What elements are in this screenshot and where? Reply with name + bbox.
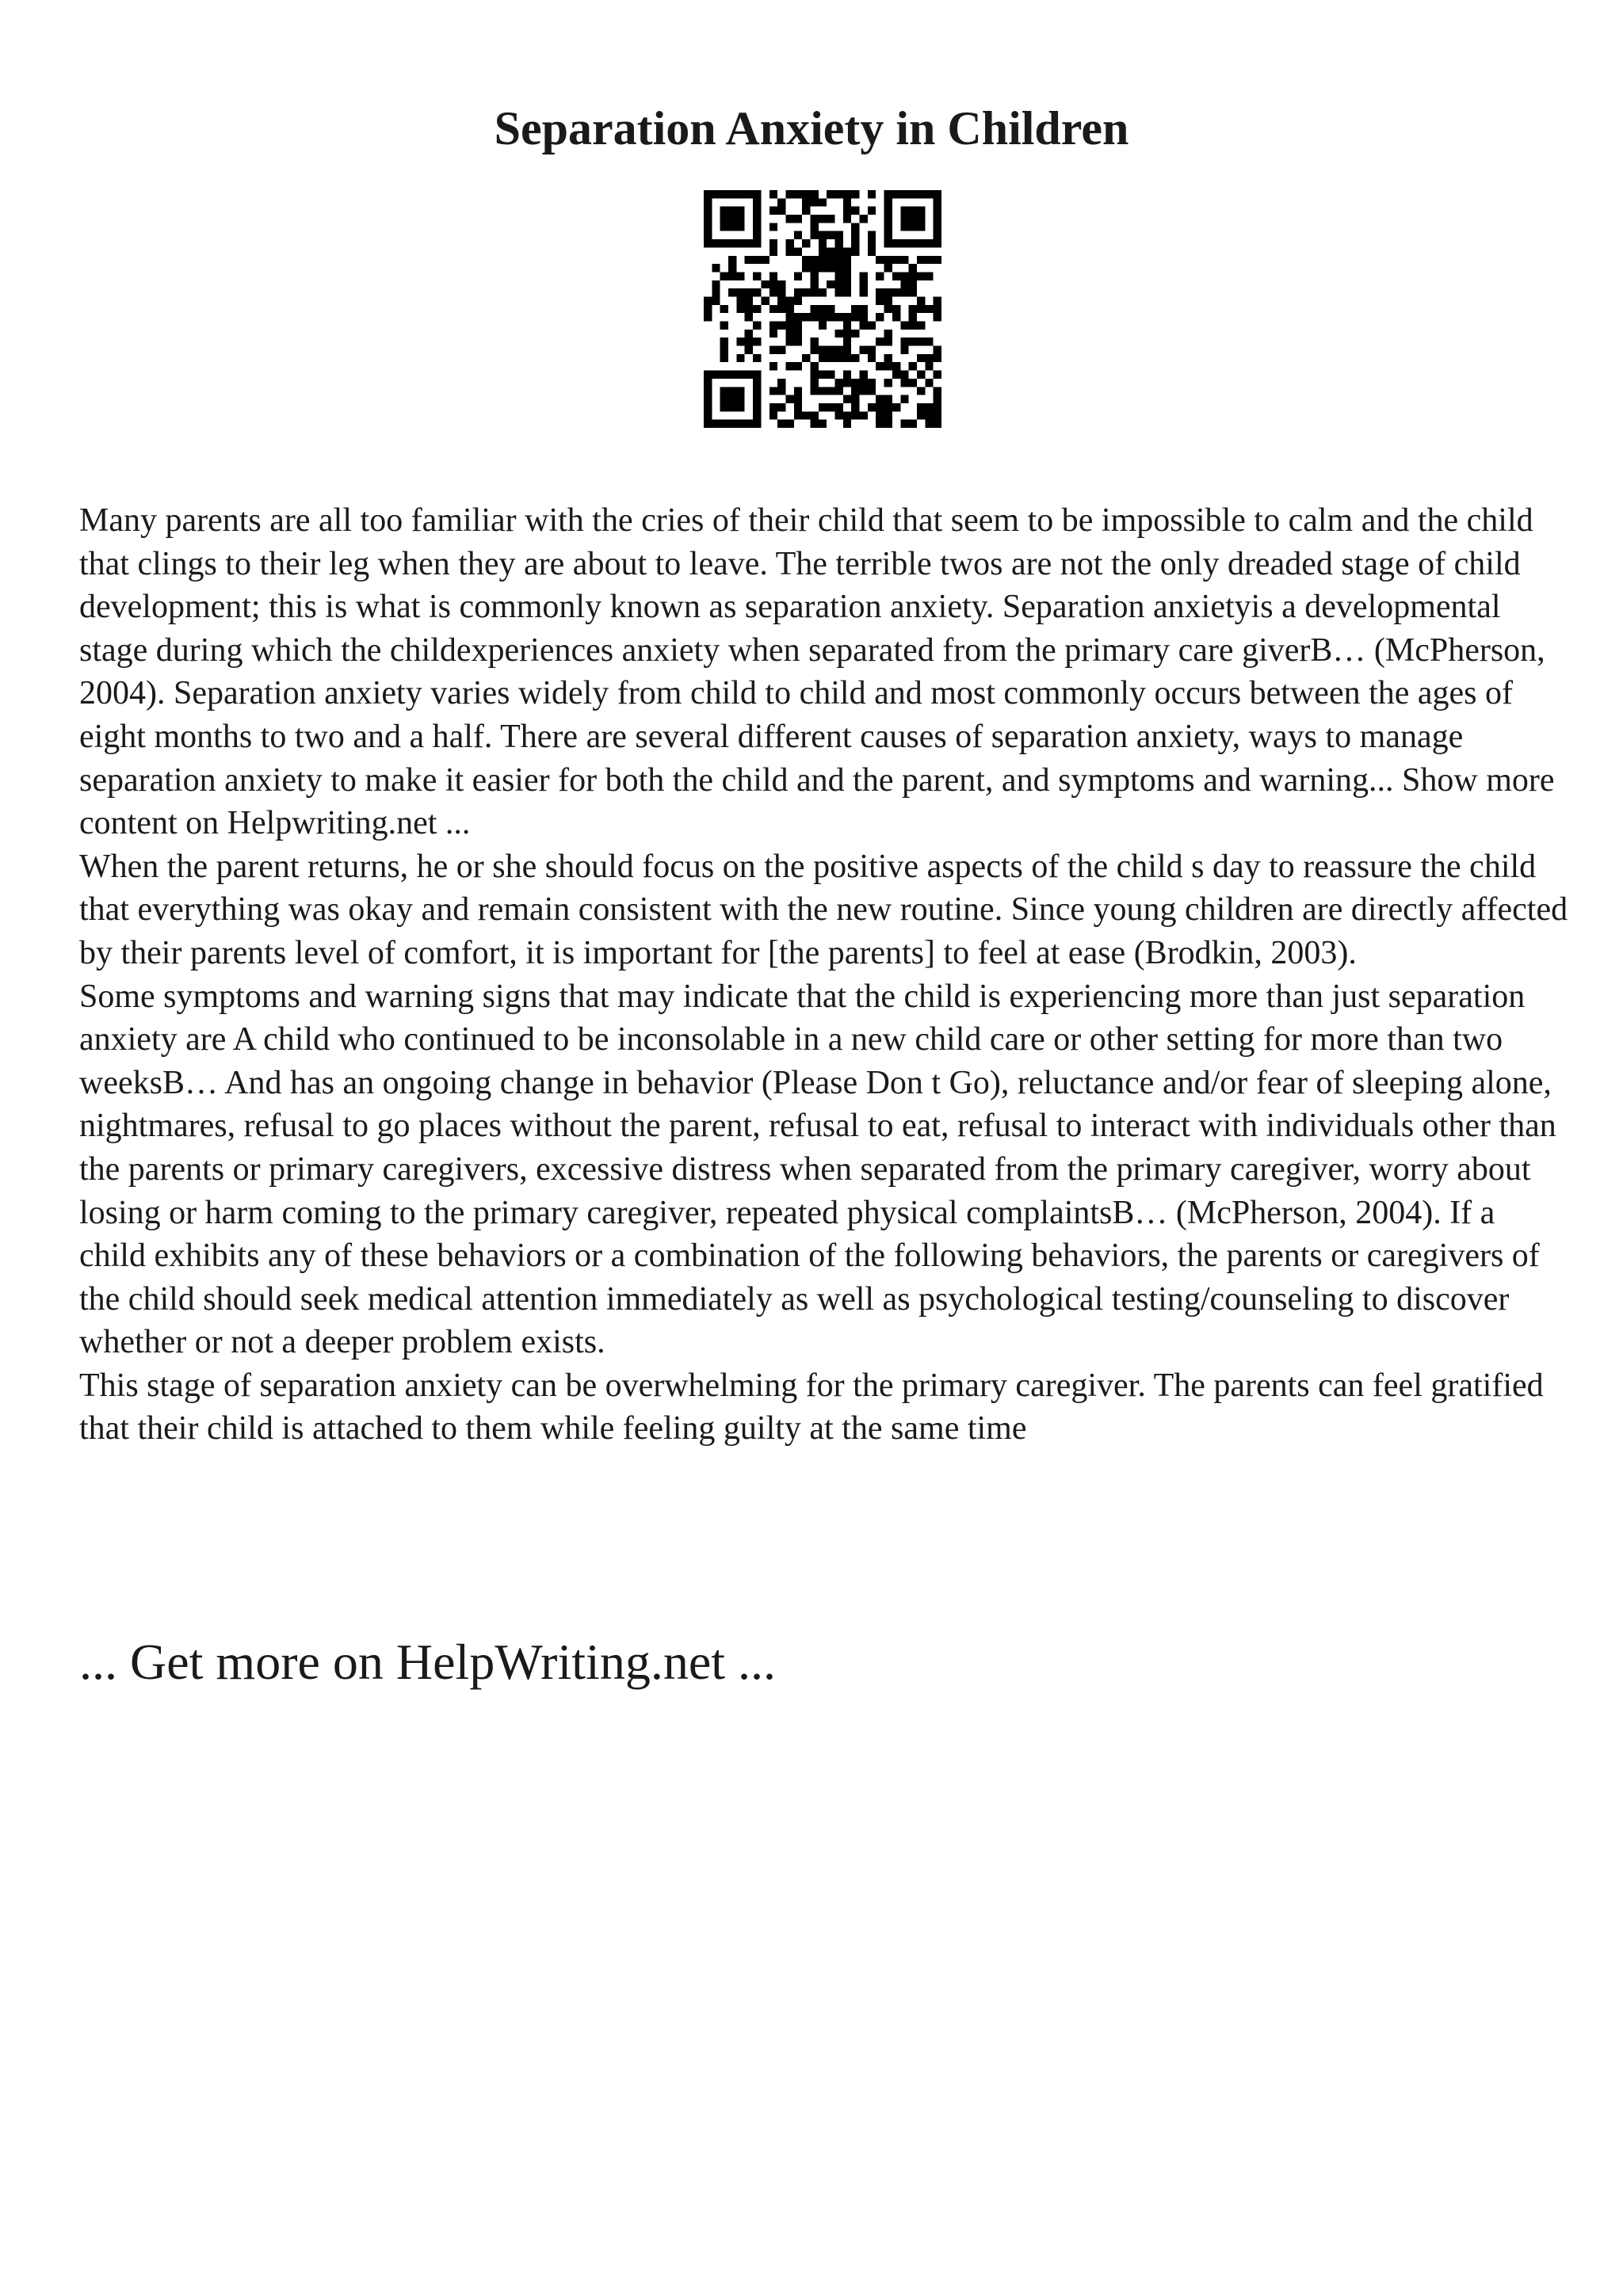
get-more-link[interactable]: ... Get more on HelpWriting.net ... — [79, 1634, 776, 1690]
paragraph-caregiver: This stage of separation anxiety can be overwhelming for the primary caregiver. The parents can feel gratified that their child is attached to them while feeling guilty at the same time — [79, 1367, 1544, 1447]
qr-code-icon[interactable] — [704, 190, 941, 428]
document-body — [79, 499, 1569, 1451]
document-title: Separation Anxiety in Children — [494, 102, 1129, 154]
paragraph-warning-signs: Some symptoms and warning signs that may indicate that the child is experiencing more than just separation anxiety are A child who continued to be inconsolable in a new child care or other setting for more than two weeksB… And has an ongoing change in behavior (Please Don t Go), reluctance and/or fear of sleeping alone, nightmares, refusal to go places without the parent, refusal to eat, refusal to interact with individuals other than the parents or primary caregivers, excessive distress when separated from the primary caregiver, worry about losing or harm coming to the primary caregiver, repeated physical complaintsB… (McPherson, 2004). If a child exhibits any of these behaviors or a combination of the following behaviors, the parents or caregivers of the child should seek medical attention immediately as well as psychological testing/counseling to discover whether or not a deeper problem exists. — [79, 978, 1556, 1361]
paragraph-parent-returns: When the parent returns, he or she should focus on the positive aspects of the child s day to reassure the child that everything was okay and remain consistent with the new routine. Since young children are directly affected by their parents level of comfort, it is important for [the parents] to feel at ease (Brodkin, 2003). — [79, 848, 1568, 971]
paragraph-intro: Many parents are all too familiar with the cries of their child that seem to be impossible to calm and the child that clings to their leg when they are about to leave. The terrible twos are not the only dreaded stage of child development; this is what is commonly known as separation anxiety. Separation anxietyis a developmental stage during which the childexperiences anxiety when separated from the primary care giverB… (McPherson, 2004). Separation anxiety varies widely from child to child and most commonly occurs between the ages of eight months to two and a half. There are several different causes of separation anxiety, ways to manage separation anxiety to make it easier for both the child and the parent, and symptoms and warning... Show more content on Helpwriting.net ... — [79, 502, 1555, 842]
